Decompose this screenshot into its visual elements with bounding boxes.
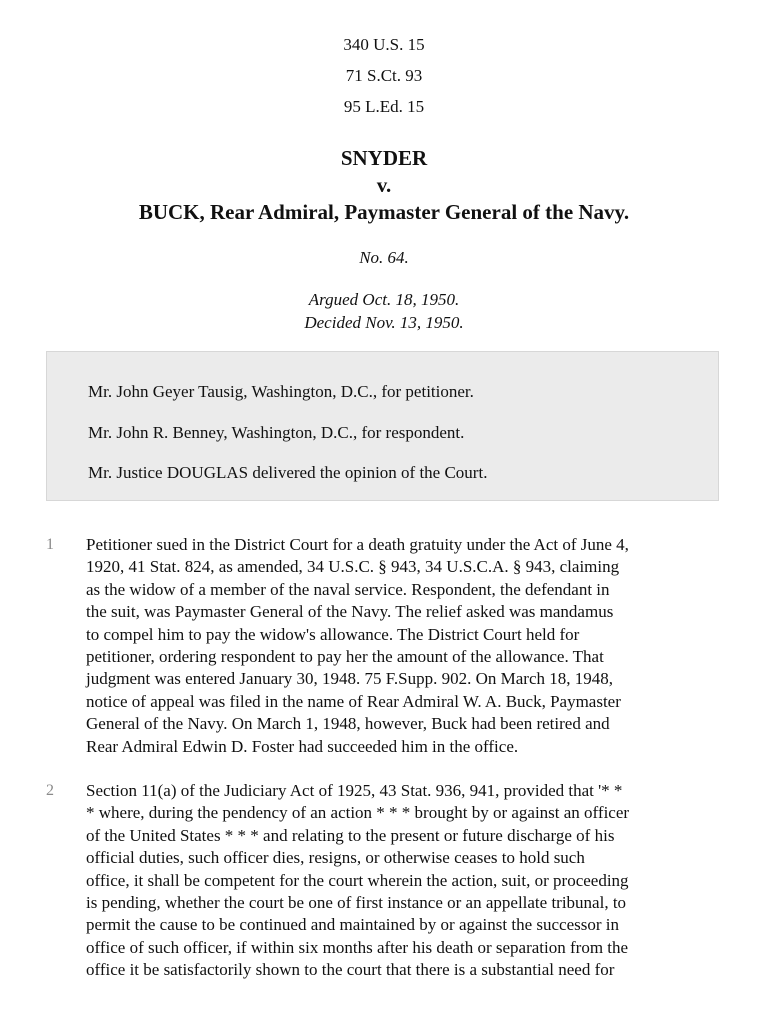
respondent-counsel: Mr. John R. Benney, Washington, D.C., for respondent. [88, 423, 465, 442]
text-line: office it be satisfactorily shown to the court that there is a substantial need for [86, 960, 615, 980]
argued-date: Argued Oct. 18, 1950. [308, 290, 460, 309]
decision-dates [0, 288, 768, 334]
text-line: of the United States * * * and relating to the present or future discharge of his [86, 825, 615, 845]
text-line: General of the Navy. On March 1, 1948, however, Buck had been retired and [86, 714, 610, 734]
versus-label: v. [376, 173, 392, 197]
text-line: 1920, 41 Stat. 824, as amended, 34 U.S.C. § 943, 34 U.S.C.A. § 943, claiming [86, 557, 620, 577]
text-line: is pending, whether the court be one of first instance or an appellate tribunal, to [86, 893, 627, 913]
petitioner-name: SNYDER [340, 146, 428, 170]
docket-number: No. 64. [359, 248, 409, 267]
counsel-box [46, 351, 719, 501]
petitioner-counsel: Mr. John Geyer Tausig, Washington, D.C., for petitioner. [88, 382, 474, 401]
text-line: Petitioner sued in the District Court for a death gratuity under the Act of June 4, [86, 535, 629, 554]
decided-date: Decided Nov. 13, 1950. [304, 313, 464, 332]
text-line: official duties, such officer dies, resigns, or otherwise ceases to hold such [86, 848, 585, 868]
text-line: Rear Admiral Edwin D. Foster had succeeded him in the office. [86, 736, 519, 756]
paragraph-number: 2 [46, 782, 54, 799]
opinion-author-line: Mr. Justice DOUGLAS delivered the opinion of the Court. [88, 463, 488, 482]
text-line: as the widow of a member of the naval service. Respondent, the defendant in [86, 579, 610, 599]
text-line: office, it shall be competent for the court wherein the action, suit, or proceeding [86, 870, 629, 890]
text-line: petitioner, ordering respondent to pay her the amount of the allowance. That [86, 647, 604, 667]
text-line: the suit, was Paymaster General of the Navy. The relief asked was mandamus [86, 602, 614, 622]
text-line: Section 11(a) of the Judiciary Act of 1925, 43 Stat. 936, 941, provided that '* * [86, 781, 623, 800]
lawyers-edition-citation: 95 L.Ed. 15 [343, 97, 425, 116]
respondent-name: BUCK, Rear Admiral, Paymaster General of the Navy. [138, 200, 630, 224]
text-line: notice of appeal was filed in the name of Rear Admiral W. A. Buck, Paymaster [86, 691, 621, 711]
text-line: to compel him to pay the widow's allowance. The District Court held for [86, 624, 580, 644]
paragraph-text [86, 780, 726, 982]
paragraph-text [86, 534, 726, 758]
text-line: office of such officer, if within six months after his death or separation from the [86, 937, 629, 957]
citation-block [0, 34, 768, 127]
supreme-court-reporter-citation: 71 S.Ct. 93 [345, 66, 423, 85]
text-line: permit the cause to be continued and maintained by or against the successor in [86, 915, 619, 935]
text-line: judgment was entered January 30, 1948. 75 F.Supp. 902. On March 18, 1948, [86, 669, 613, 689]
text-line: * where, during the pendency of an action * * * brought by or against an officer [86, 803, 630, 823]
paragraph-number: 1 [46, 536, 54, 553]
us-reports-citation: 340 U.S. 15 [343, 35, 425, 54]
case-caption [0, 145, 768, 226]
